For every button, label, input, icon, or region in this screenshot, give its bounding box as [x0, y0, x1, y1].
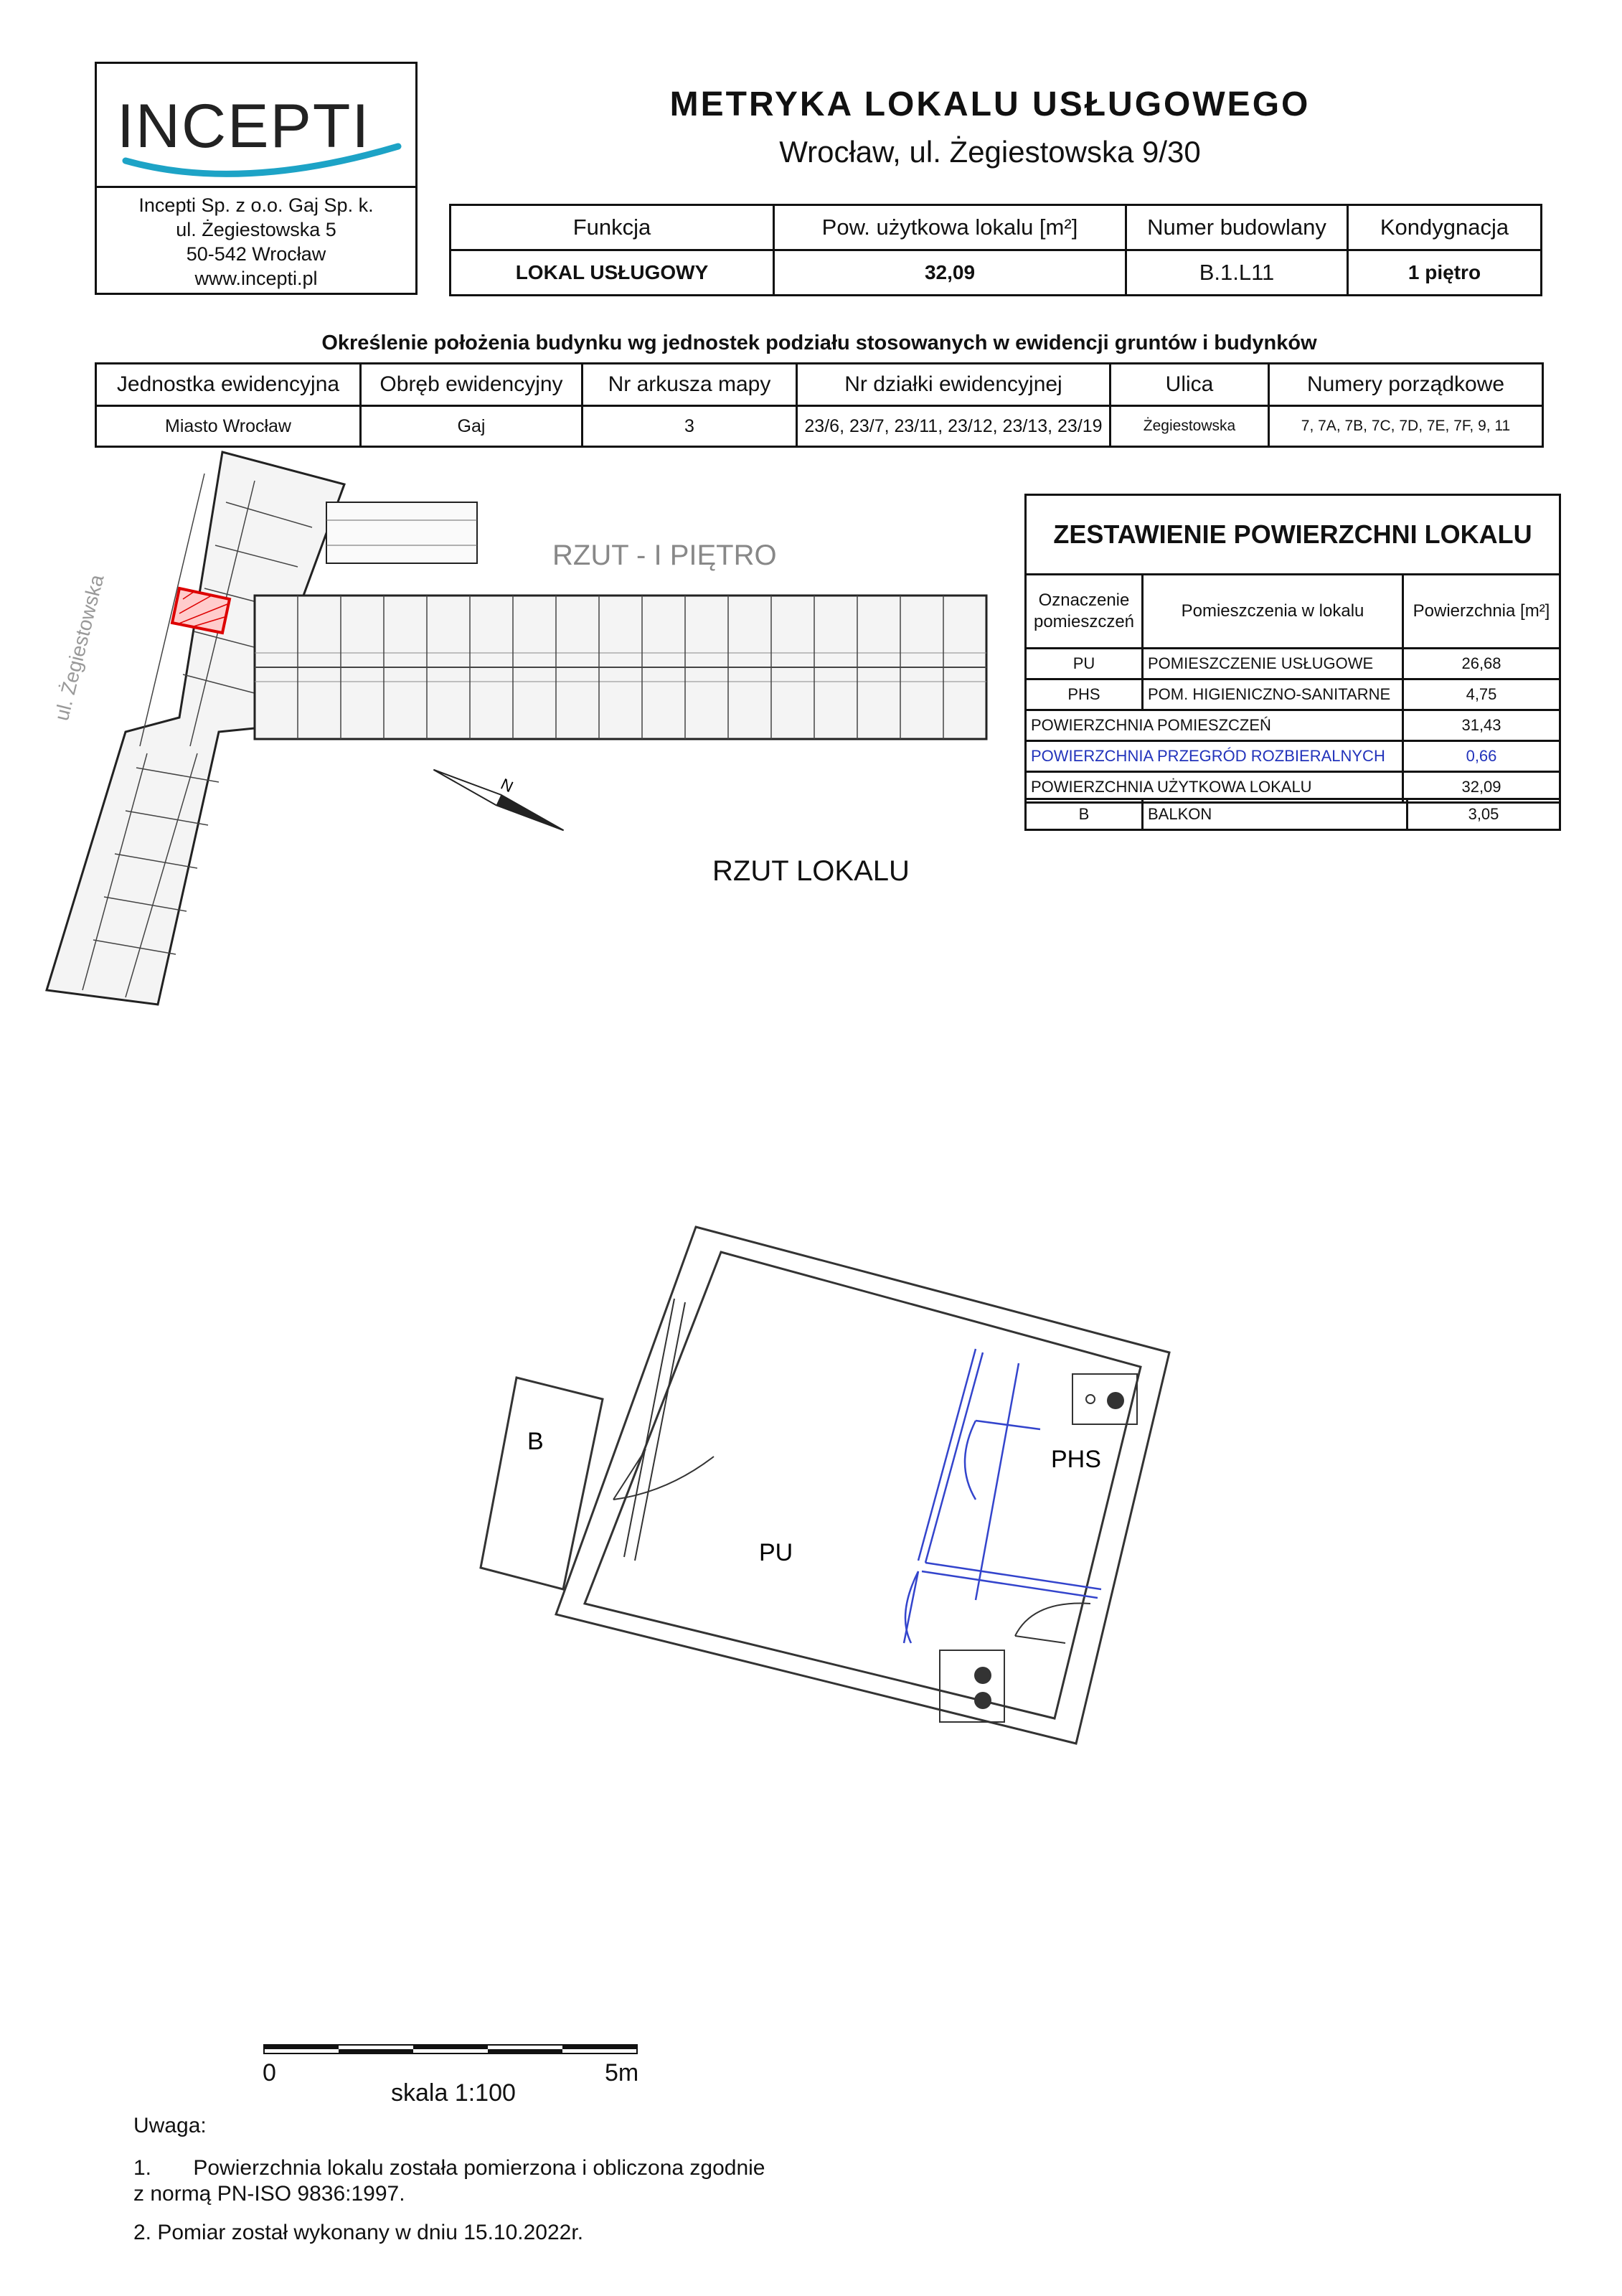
- loc-value: Miasto Wrocław: [96, 406, 361, 447]
- page-subtitle: Wrocław, ul. Żegiestowska 9/30: [779, 135, 1201, 169]
- balcony-code: B: [1026, 799, 1143, 830]
- location-title: Określenie położenia budynku wg jednostek podziału stosowanych w ewidencji gruntów i budynków: [321, 331, 1317, 354]
- room-code: PHS: [1026, 679, 1143, 710]
- company-box: [95, 62, 418, 295]
- site-plan: [39, 445, 1001, 1019]
- unit-floor-plan: [459, 1213, 1191, 1844]
- summary-header: Oznaczenie pomieszczeń: [1026, 575, 1143, 649]
- room-name: POMIESZCZENIE USŁUGOWE: [1143, 649, 1403, 679]
- summary-header: Powierzchnia [m²]: [1403, 575, 1560, 649]
- note-1: 1. Powierzchnia lokalu została pomierzona i obliczona zgodnie: [133, 2156, 765, 2180]
- info-header-floor: Kondygnacja: [1348, 205, 1542, 250]
- room-area: 4,75: [1403, 679, 1560, 710]
- site-plan-label: RZUT - I PIĘTRO: [552, 540, 777, 571]
- loc-header: Jednostka ewidencyjna: [96, 364, 361, 406]
- notes-heading: Uwaga:: [133, 2114, 207, 2137]
- scale-end: 5m: [605, 2059, 639, 2086]
- summary-table: [1024, 494, 1561, 804]
- company-name: Incepti Sp. z o.o. Gaj Sp. k.: [138, 194, 374, 216]
- usable-label: POWIERZCHNIA UŻYTKOWA LOKALU: [1026, 772, 1403, 803]
- room-label-phs: PHS: [1051, 1446, 1101, 1473]
- loc-header: Numery porządkowe: [1269, 364, 1543, 406]
- logo: [97, 64, 415, 188]
- room-label-b: B: [527, 1428, 544, 1455]
- loc-value: Żegiestowska: [1111, 406, 1269, 447]
- loc-value: 7, 7A, 7B, 7C, 7D, 7E, 7F, 9, 11: [1269, 406, 1543, 447]
- loc-header: Obręb ewidencyjny: [361, 364, 583, 406]
- summary-header: Pomieszczenia w lokalu: [1143, 575, 1403, 649]
- balcony: [481, 1378, 603, 1589]
- info-function: LOKAL USŁUGOWY: [451, 250, 774, 296]
- loc-value: Gaj: [361, 406, 583, 447]
- loc-value: 23/6, 23/7, 23/11, 23/12, 23/13, 23/19: [797, 406, 1111, 447]
- scale-start: 0: [263, 2059, 276, 2086]
- loc-value: 3: [583, 406, 797, 447]
- summary-title: ZESTAWIENIE POWIERZCHNI LOKALU: [1026, 495, 1560, 575]
- balcony-table: [1024, 798, 1561, 831]
- room-name: POM. HIGIENICZNO-SANITARNE: [1143, 679, 1403, 710]
- info-table: [449, 204, 1542, 296]
- svg-text:N: N: [498, 774, 517, 796]
- pipe-icon: [974, 1692, 991, 1709]
- company-website: www.incepti.pl: [194, 268, 318, 289]
- logo-swoosh-icon: [118, 143, 405, 186]
- partitions-value: 0,66: [1403, 741, 1560, 772]
- total-rooms-label: POWIERZCHNIA POMIESZCZEŃ: [1026, 710, 1403, 741]
- partitions-label: POWIERZCHNIA PRZEGRÓD ROZBIERALNYCH: [1026, 741, 1403, 772]
- info-header-number: Numer budowlany: [1126, 205, 1348, 250]
- outer-wall: [556, 1227, 1169, 1744]
- terrace-block: [326, 502, 477, 563]
- info-floor: 1 piętro: [1348, 250, 1542, 296]
- north-arrow-icon: [431, 746, 575, 835]
- page-title: METRYKA LOKALU USŁUGOWEGO: [669, 85, 1311, 123]
- company-city: 50-542 Wrocław: [186, 243, 326, 265]
- scale-label: skala 1:100: [391, 2079, 516, 2107]
- room-label-pu: PU: [759, 1539, 793, 1566]
- info-header-function: Funkcja: [451, 205, 774, 250]
- note-1-cont: z normą PN-ISO 9836:1997.: [133, 2182, 405, 2206]
- note-2: 2. Pomiar został wykonany w dniu 15.10.2022r.: [133, 2221, 584, 2244]
- unit-plan-label: RZUT LOKALU: [712, 855, 910, 887]
- company-address: [97, 193, 415, 291]
- balcony-name: BALKON: [1143, 799, 1408, 830]
- location-table: [95, 362, 1544, 448]
- bathroom-partition: [904, 1349, 1101, 1643]
- logo-text: INCEPTI: [117, 92, 371, 161]
- street-label: ul. Żegiestowska: [50, 572, 108, 723]
- pipe-icon: [974, 1667, 991, 1684]
- info-area: 32,09: [774, 250, 1126, 296]
- scale-bar: [263, 2042, 643, 2059]
- loc-header: Nr arkusza mapy: [583, 364, 797, 406]
- total-rooms-value: 31,43: [1403, 710, 1560, 741]
- info-number: B.1.L11: [1126, 250, 1348, 296]
- pipe-icon: [1107, 1392, 1124, 1409]
- balcony-area: 3,05: [1408, 799, 1560, 830]
- company-street: ul. Żegiestowska 5: [176, 219, 336, 240]
- loc-header: Nr działki ewidencyjnej: [797, 364, 1111, 406]
- info-header-area: Pow. użytkowa lokalu [m²]: [774, 205, 1126, 250]
- usable-value: 32,09: [1403, 772, 1560, 803]
- room-code: PU: [1026, 649, 1143, 679]
- loc-header: Ulica: [1111, 364, 1269, 406]
- room-area: 26,68: [1403, 649, 1560, 679]
